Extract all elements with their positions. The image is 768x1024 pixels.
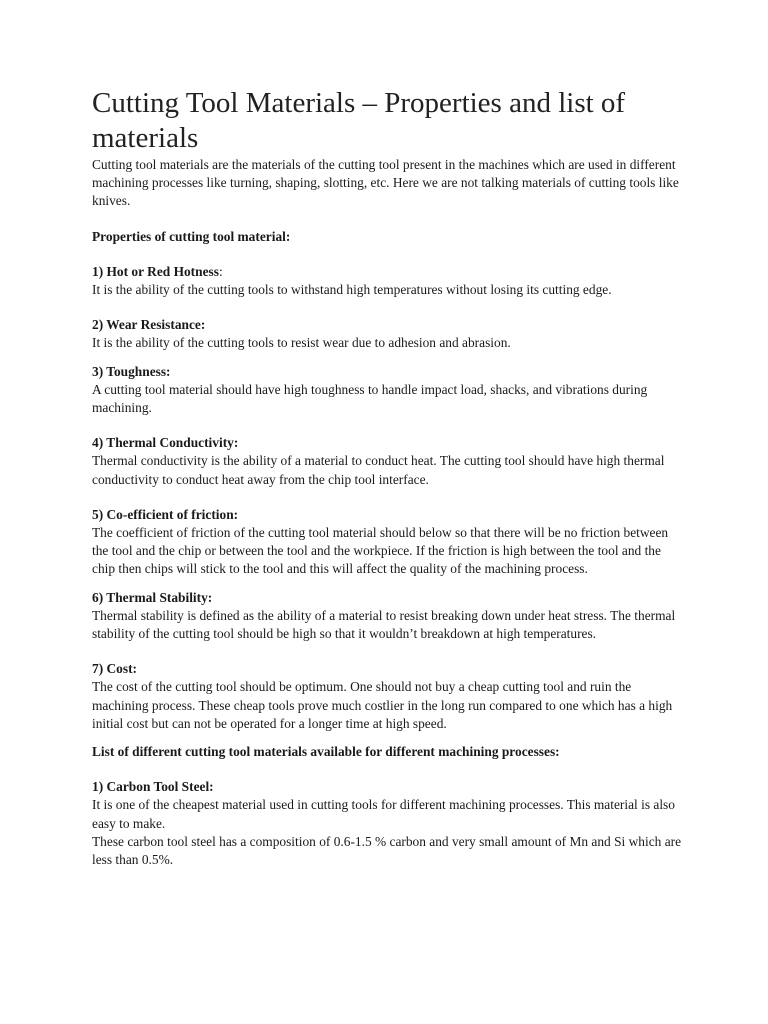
property-5-text: The coefficient of friction of the cutting tool material should below so that there will be no friction between the tool and the chip or between the tool and the workpiece. If the friction is high between the tool and the chip then chips will stick to the tool and this will affect the quality of the machining process. xyxy=(92,525,669,577)
document-title: Cutting Tool Materials – Properties and list of materials xyxy=(92,87,626,154)
property-4-text: Thermal conductivity is the ability of a material to conduct heat. The cutting tool should have high thermal conductivity to conduct heat away from the chip tool interface. xyxy=(92,453,665,487)
material-1-heading: 1) Carbon Tool Steel: xyxy=(92,779,214,795)
intro-paragraph: Cutting tool materials are the materials of the cutting tool present in the machines which are used in different machining processes like turning, shaping, slotting, etc. Here we are not talking materials of cutting tools like knives. xyxy=(92,157,679,209)
property-1-heading: 1) Hot or Red Hotness: xyxy=(92,263,223,279)
property-3-heading: 3) Toughness: xyxy=(92,363,171,379)
property-7-text: The cost of the cutting tool should be optimum. One should not buy a cheap cutting tool and ruin the machining process. These cheap tools prove much costlier in the long run compared to one which has a high initial cost but can not be operated for a longer time at high speed. xyxy=(92,679,673,731)
document-page xyxy=(92,86,682,869)
property-2-text: It is the ability of the cutting tools to resist wear due to adhesion and abrasion. xyxy=(92,335,511,351)
material-1-text: It is one of the cheapest material used in cutting tools for different machining processes. This material is also easy to make. xyxy=(92,797,675,831)
property-6-heading: 6) Thermal Stability: xyxy=(92,589,213,605)
property-4-heading: 4) Thermal Conductivity: xyxy=(92,435,239,451)
materials-list-heading: List of different cutting tool materials available for different machining processes: xyxy=(92,744,560,760)
property-7-heading: 7) Cost: xyxy=(92,661,137,677)
property-1-text: It is the ability of the cutting tools to withstand high temperatures without losing its cutting edge. xyxy=(92,282,612,298)
property-5-heading: 5) Co-efficient of friction: xyxy=(92,506,239,522)
properties-heading: Properties of cutting tool material: xyxy=(92,228,291,244)
property-3-text: A cutting tool material should have high toughness to handle impact load, shacks, and vibrations during machining. xyxy=(92,381,648,416)
material-1-composition: These carbon tool steel has a composition of 0.6-1.5 % carbon and very small amount of Mn and Si which are less than 0.5%. xyxy=(92,833,682,868)
property-2-heading: 2) Wear Resistance: xyxy=(92,317,206,333)
property-6-text: Thermal stability is defined as the ability of a material to resist breaking down under heat stress. The thermal stability of the cutting tool should be high so that it wouldn’t breakdown at high temperatures. xyxy=(92,607,676,642)
